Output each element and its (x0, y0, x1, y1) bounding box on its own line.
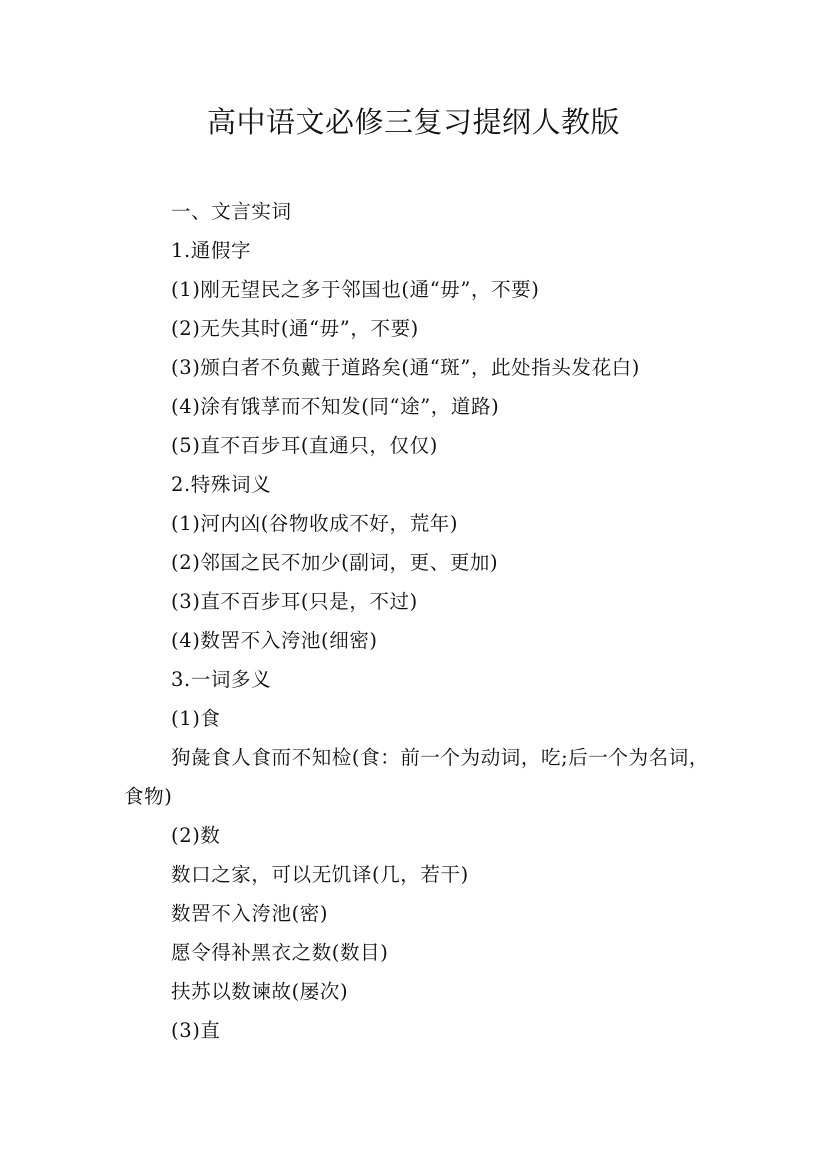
document-body (0, 192, 827, 1050)
list-item: (4)数罟不入洿池(细密) (171, 629, 378, 652)
list-item: (1)河内凶(谷物收成不好，荒年) (171, 512, 459, 535)
list-item: (2)邻国之民不加少(副词，更、更加) (171, 551, 499, 574)
list-item: (5)直不百步耳(直通只，仅仅) (171, 434, 438, 457)
paragraph: 狗彘食人食而不知检(食：前一个为动词，吃;后一个为名词，食物) (124, 746, 709, 808)
list-item: (3)颁白者不负戴于道路矣(通“斑”，此处指头发花白) (171, 356, 640, 379)
subsection-heading: 1.通假字 (171, 239, 252, 262)
section-heading: 一、文言实词 (171, 200, 292, 223)
paragraph: 扶苏以数谏故(屡次) (171, 980, 349, 1003)
list-item: (2)无失其时(通“毋”，不要) (171, 317, 419, 340)
subsection-heading: 2.特殊词义 (171, 473, 272, 496)
list-item: (1)刚无望民之多于邻国也(通“毋”，不要) (171, 278, 540, 301)
paragraph: 愿令得补黑衣之数(数目) (171, 941, 389, 964)
paragraph: 数罟不入洿池(密) (171, 902, 329, 925)
subsection-heading: 3.一词多义 (171, 668, 272, 691)
list-item: (2)数 (171, 824, 221, 847)
list-item: (4)涂有饿莩而不知发(同“途”，道路) (171, 395, 500, 418)
document-title: 高中语文必修三复习提纲人教版 (206, 105, 620, 139)
paragraph: 数口之家，可以无饥译(几，若干) (171, 863, 469, 886)
list-item: (3)直不百步耳(只是，不过) (171, 590, 418, 613)
list-item: (3)直 (171, 1019, 221, 1042)
list-item: (1)食 (171, 707, 221, 730)
